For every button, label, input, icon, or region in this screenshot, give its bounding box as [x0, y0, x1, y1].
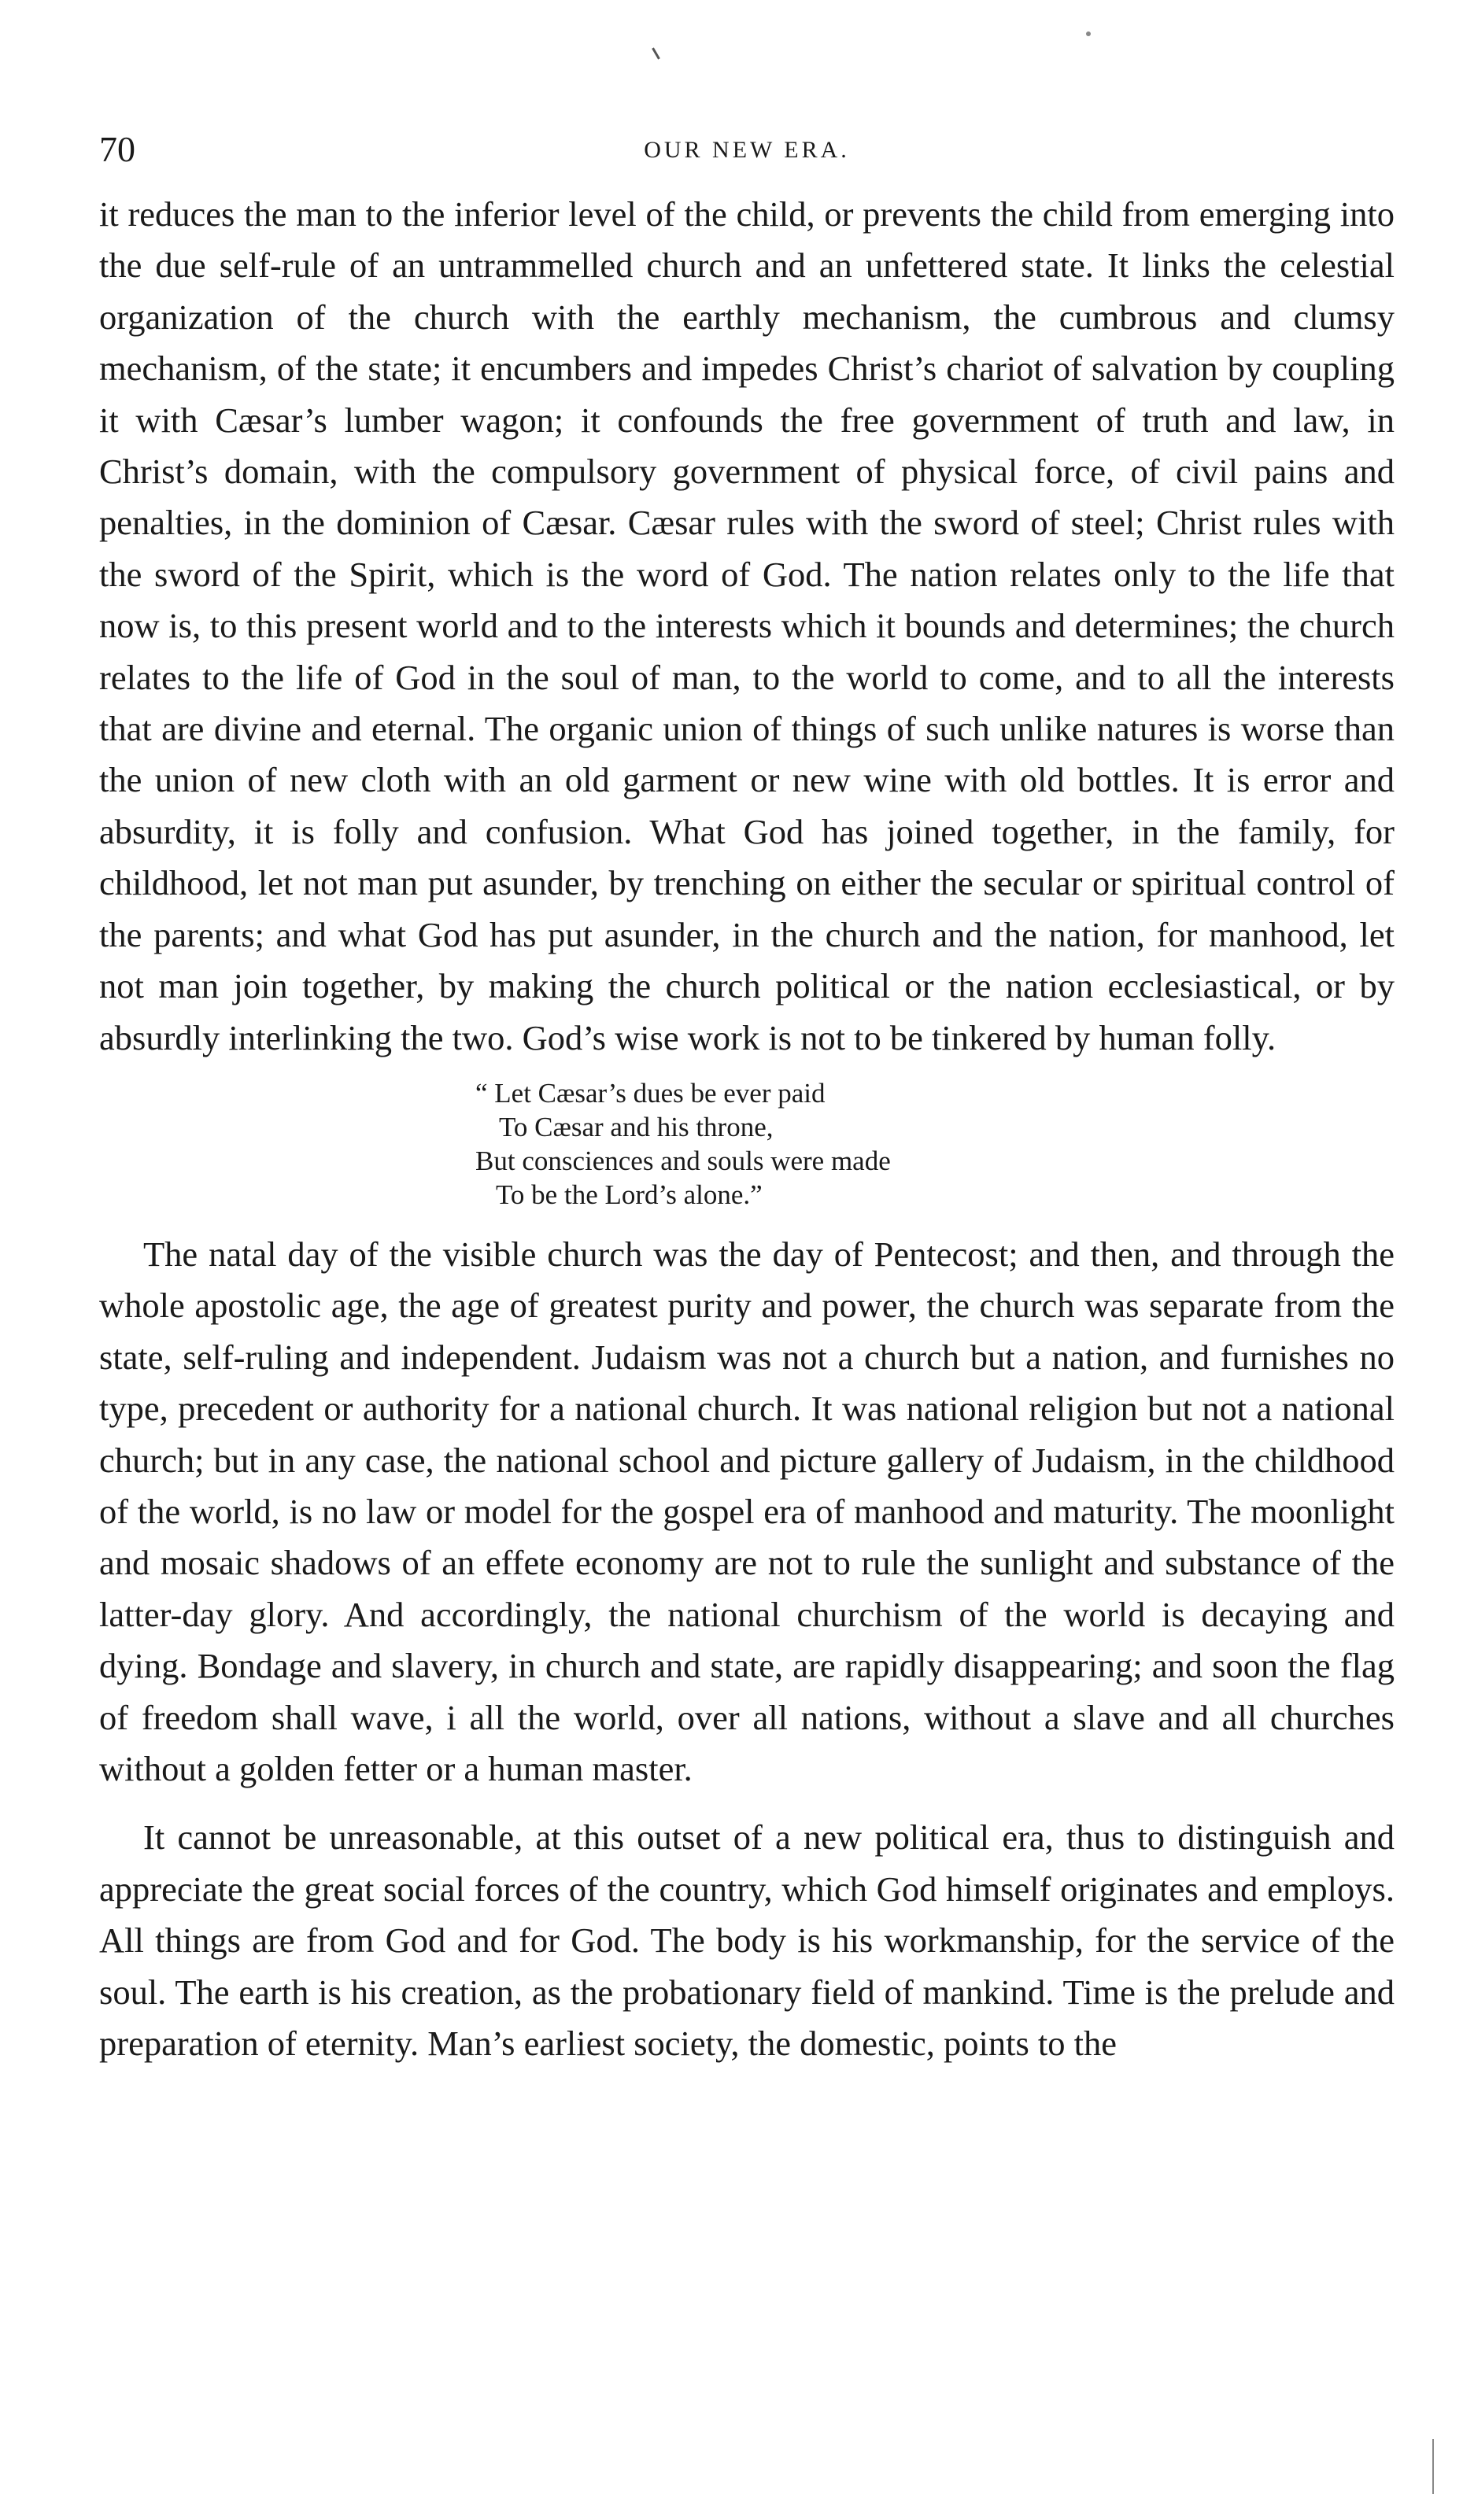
- paragraph-1: it reduces the man to the inferior level of the child, or prevents the child from emerging into the due self-rule of an untrammelled church and an unfettered state. It links the celestial organization of the church with the earthly mechanism, the cumbrous and clumsy mechanism, of the state; it encumbers and impedes Christ’s chariot of salvation by coupling it with Cæsar’s lumber wagon; it confounds the free government of truth and law, in Christ’s domain, with the compulsory government of physical force, of civil pains and penalties, in the dominion of Cæsar. Cæsar rules with the sword of steel; Christ rules with the sword of the Spirit, which is the word of God. The nation relates only to the life that now is, to this present world and to the interests which it bounds and determines; the church relates to the life of God in the soul of man, to the world to come, and to all the interests that are divine and eternal. The organic union of things of such unlike natures is worse than the union of new cloth with an old garment or new wine with old bottles. It is error and absurdity, it is folly and confusion. What God has joined together, in the family, for childhood, let not man put asunder, by trenching on either the secular or spiritual control of the parents; and what God has put asunder, in the church and the nation, for manhood, let not man join together, by making the church political or the nation ecclesiastical, or by absurdly interlinking the two. God’s wise work is not to be tinkered by human folly.: [99, 194, 1395, 1057]
- scan-speck: [1086, 31, 1091, 36]
- paragraph-3: It cannot be unreasonable, at this outset of a new political era, thus to distinguish and appreciate the great social forces of the country, which God himself originates and employs. All things are from God and for God. The body is his workmanship, for the service of the soul. The earth is his creation, as the probationary field of mankind. Time is the prelude and preparation of eternity. Man’s earliest society, the domestic, points to the: [99, 1817, 1395, 2063]
- paragraph-2: The natal day of the visible church was the day of Pentecost; and then, and through the whole apostolic age, the age of greatest purity and power, the church was separate from the state, self-ruling and independent. Judaism was not a church but a nation, and furnishes no type, precedent or authority for a national church. It was national religion but not a national church; but in any case, the national school and picture gallery of Judaism, in the childhood of the world, is no law or model for the gospel era of manhood and maturity. The moonlight and mosaic shadows of an effete economy are not to rule the sunlight and substance of the latter-day glory. And accordingly, the national churchism of the world is decaying and dying. Bondage and slavery, in church and state, are rapidly disappearing; and soon the flag of freedom shall wave, i all the world, over all nations, without a slave and all churches without a golden fetter or a human master.: [99, 1234, 1395, 1788]
- running-head: OUR NEW ERA.: [644, 137, 850, 163]
- page-number: 70: [99, 129, 135, 169]
- verse-line-2: To Cæsar and his throne,: [499, 1111, 774, 1142]
- scan-mark: [652, 47, 660, 59]
- verse-line-4: To be the Lord’s alone.”: [496, 1179, 763, 1210]
- verse-quotation: [99, 1076, 1395, 1212]
- verse-line-3: But consciences and souls were made: [475, 1145, 891, 1176]
- page-header: [99, 126, 1395, 189]
- book-page: [99, 126, 1395, 2069]
- scan-edge-line: [1432, 2439, 1434, 2494]
- verse-line-1: “ Let Cæsar’s dues be ever paid: [475, 1077, 826, 1109]
